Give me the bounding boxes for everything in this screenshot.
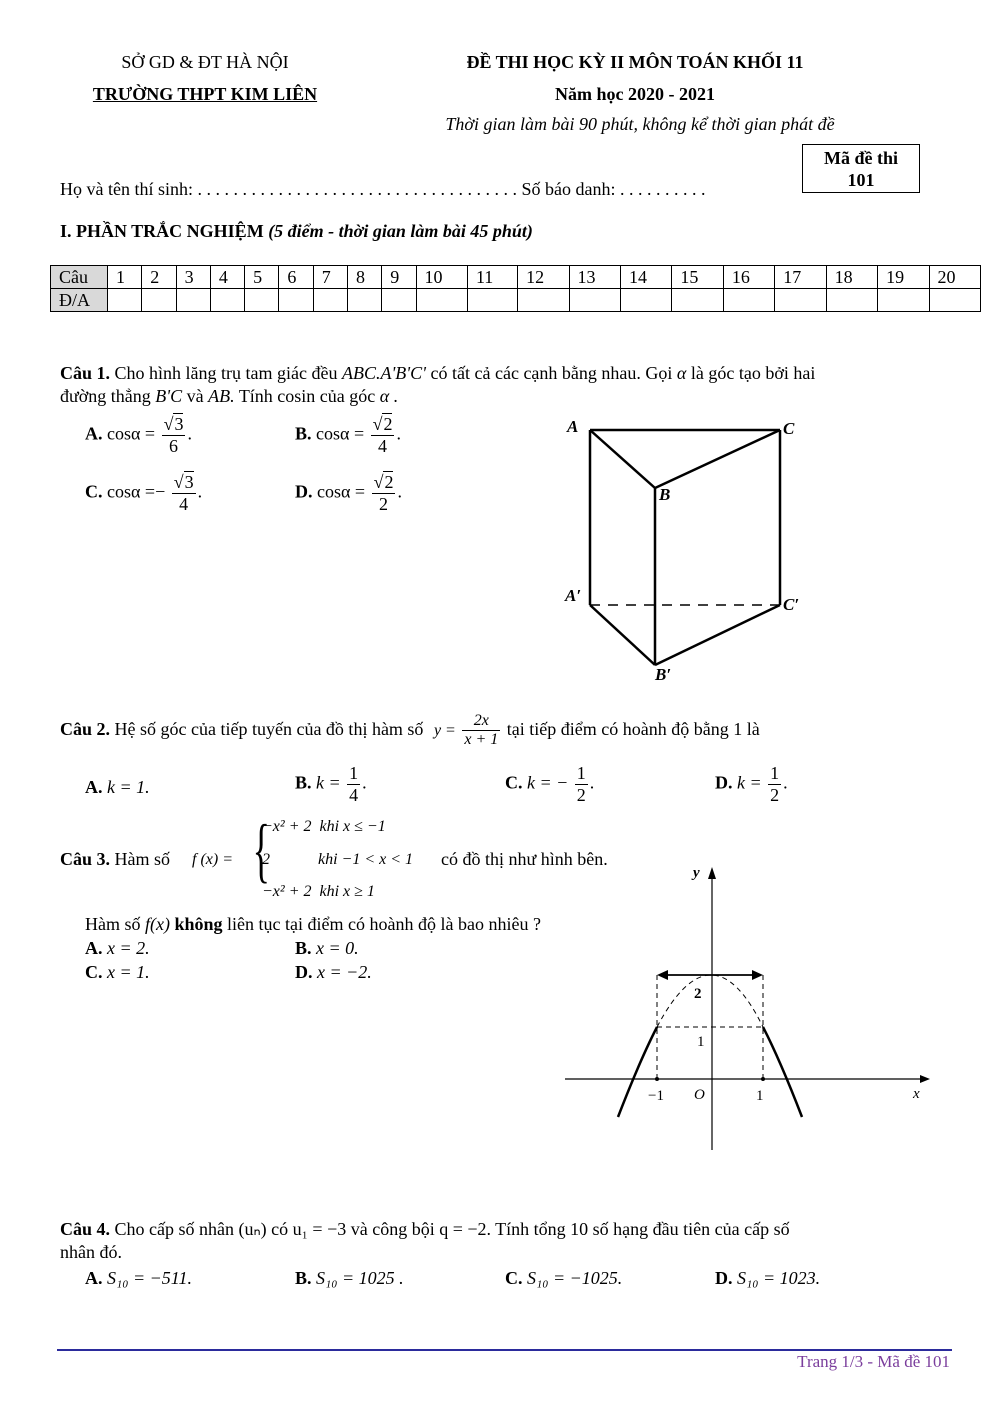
vertex-a-prime-label: A′ — [565, 586, 582, 605]
answer-table-question-number: 8 — [347, 266, 381, 289]
option-lhs: k = — [737, 772, 762, 793]
page-footer: Trang 1/3 - Mã đề 101 — [797, 1352, 950, 1371]
exam-code-label: Mã đề thi — [824, 148, 898, 168]
question-text: có tất cả các cạnh bằng nhau. Gọi — [430, 363, 673, 383]
student-info-line: Họ và tên thí sinh: . . . . . . . . . . . . . . . . . . . . . . . . . . . . . . . . . . . . Số báo danh: . . . . . . . . . . — [60, 179, 706, 199]
question-2-label: Câu 2. — [60, 719, 111, 740]
answer-table-row-header: Câu — [51, 266, 108, 289]
fraction-denominator: 2 — [379, 493, 389, 514]
department-name: SỞ GD & ĐT HÀ NỘI — [121, 52, 289, 72]
answer-cell[interactable] — [723, 289, 774, 312]
fraction: $\frac{√2}{2}$ — [373, 472, 394, 514]
question-text: Hàm số — [114, 849, 171, 869]
question-text: là góc tạo bởi hai — [690, 363, 816, 383]
question-1-option-a[interactable]: A. cosα = $\frac{√3}{6}$ . — [85, 414, 192, 456]
question-text: Cho cấp số nhân (uₙ) có u₁ = −3 và công bội q = −2. Tính tổng 10 số hạng đầu tiên của cấp số — [114, 1219, 790, 1239]
answer-table-question-number: 4 — [210, 266, 244, 289]
question-3-option-b[interactable] — [295, 938, 359, 959]
option-value: k = 1. — [107, 777, 150, 797]
option-value: S₁₀ = −1025. — [527, 1268, 623, 1288]
answer-table-question-number: 12 — [518, 266, 569, 289]
answer-table-question-number: 3 — [176, 266, 210, 289]
section-title — [60, 221, 533, 242]
question-4-label: Câu 4. — [60, 1219, 111, 1239]
option-label: D. — [715, 1268, 733, 1288]
option-value: S₁₀ = 1023. — [737, 1268, 821, 1288]
math-expr: ABC.A'B'C' — [341, 363, 427, 383]
fraction — [768, 763, 781, 805]
question-3-text: có đồ thị như hình bên. — [441, 849, 608, 869]
question-2-line — [60, 712, 760, 750]
answer-cell[interactable] — [467, 289, 517, 312]
option-label: B. — [295, 423, 312, 444]
question-1-line1 — [60, 363, 960, 384]
option-label: D. — [715, 772, 733, 793]
question-3-option-a[interactable] — [85, 938, 150, 959]
fraction — [347, 763, 360, 805]
piecewise-case-1: −x² + 2 khi x ≤ −1 — [262, 818, 386, 835]
fraction-numerator: 2x — [462, 712, 500, 731]
question-1-label: Câu 1. — [60, 363, 111, 383]
question-4-option-b[interactable] — [295, 1268, 404, 1289]
option-lhs: cosα = — [316, 423, 365, 444]
question-2-option-a[interactable] — [85, 777, 150, 798]
answer-table-question-number: 9 — [382, 266, 416, 289]
vertex-b-prime-label: B′ — [655, 665, 672, 684]
option-label: A. — [85, 1268, 103, 1288]
origin-label: O — [694, 1087, 705, 1103]
answer-table-question-number: 20 — [929, 266, 981, 289]
vertex-b-label: B — [659, 485, 671, 504]
fraction-denominator: 4 — [179, 493, 189, 514]
option-lhs: cosα = — [107, 423, 156, 444]
answer-table-question-number: 19 — [878, 266, 929, 289]
question-4-option-a[interactable] — [85, 1268, 192, 1289]
question-4-option-c[interactable] — [505, 1268, 622, 1289]
math-expr: α . — [379, 386, 399, 406]
question-4-option-d[interactable] — [715, 1268, 820, 1289]
question-text: Hệ số góc của tiếp tuyến của đồ thị hàm số — [114, 719, 424, 740]
option-lhs: k = − — [527, 772, 569, 793]
option-label: B. — [295, 1268, 312, 1288]
function-graph — [560, 855, 940, 1155]
option-value: S₁₀ = 1025 . — [316, 1268, 404, 1288]
fraction — [462, 712, 500, 750]
fraction-numerator: 1 — [770, 763, 780, 783]
answer-table-question-number: 1 — [108, 266, 142, 289]
option-value: S₁₀ = −511. — [107, 1268, 192, 1288]
answer-cell[interactable] — [210, 289, 244, 312]
school-year: Năm học 2020 - 2021 — [555, 84, 715, 104]
option-label: A. — [85, 423, 103, 444]
fraction-denominator: x + 1 — [464, 731, 499, 749]
x-tick-1-label: 1 — [756, 1088, 764, 1104]
answer-cell[interactable] — [672, 289, 723, 312]
exam-code-box — [802, 144, 920, 193]
fraction: $\frac{√2}{4}$ — [372, 414, 393, 456]
question-text: Tính cosin của góc — [238, 386, 376, 406]
option-value: x = 0. — [316, 938, 359, 958]
piecewise-case-3: −x² + 2 khi x ≥ 1 — [262, 883, 375, 900]
answer-table-row-header: Đ/A — [51, 289, 108, 312]
answer-table-question-number: 14 — [620, 266, 671, 289]
math-expr: f(x) — [145, 914, 170, 934]
answer-table-question-number: 11 — [467, 266, 517, 289]
option-sign: − — [155, 481, 166, 502]
question-4-line1 — [60, 1219, 790, 1240]
prism-figure — [555, 410, 815, 685]
question-text: và — [186, 386, 204, 406]
answer-cell[interactable] — [142, 289, 176, 312]
option-label: A. — [85, 777, 103, 797]
fraction-denominator: 6 — [169, 435, 179, 456]
answer-table-question-number: 6 — [279, 266, 313, 289]
answer-cell[interactable] — [620, 289, 671, 312]
section-subtitle: (5 điểm - thời gian làm bài 45 phút) — [268, 221, 533, 241]
exam-title: ĐỀ THI HỌC KỲ II MÔN TOÁN KHỐI 11 — [466, 52, 804, 72]
question-1-option-c[interactable]: C. cosα =− $\frac{√3}{4}$ . — [85, 472, 203, 514]
answer-cell[interactable] — [518, 289, 569, 312]
question-text: đường thẳng — [60, 386, 151, 406]
answer-cell[interactable] — [313, 289, 347, 312]
exam-code-value: 101 — [847, 170, 875, 190]
option-label: C. — [505, 772, 523, 793]
fraction — [575, 763, 588, 805]
fraction-denominator: 4 — [349, 784, 359, 805]
question-2-option-d[interactable]: D. k = $\frac{1}{2}$ . — [715, 763, 788, 805]
option-label: B. — [295, 772, 312, 793]
y-tick-2-label: 2 — [694, 986, 702, 1002]
y-axis-label: y — [693, 865, 700, 881]
option-lhs: cosα = — [317, 481, 366, 502]
question-3-option-c[interactable] — [85, 962, 150, 983]
vertex-c-label: C — [783, 419, 795, 438]
answer-cell[interactable] — [878, 289, 929, 312]
question-3-prompt — [85, 914, 541, 935]
option-value: x = 2. — [107, 938, 150, 958]
option-lhs: k = — [316, 772, 341, 793]
question-4-line2: nhân đó. — [60, 1242, 122, 1262]
question-1-option-d[interactable]: D. cosα = $\frac{√2}{2}$ . — [295, 472, 402, 514]
math-expr: α — [676, 363, 687, 383]
answer-cell[interactable] — [176, 289, 210, 312]
school-name: TRƯỜNG THPT KIM LIÊN — [92, 84, 318, 104]
answer-table-question-number: 13 — [569, 266, 620, 289]
option-label: C. — [85, 962, 103, 982]
answer-table — [50, 265, 981, 312]
option-value: x = −2. — [317, 962, 372, 982]
option-lhs: cosα = — [107, 481, 156, 502]
footer-divider — [57, 1349, 952, 1351]
piecewise-lhs: f (x) = — [192, 851, 233, 868]
answer-cell[interactable] — [245, 289, 279, 312]
option-label: D. — [295, 481, 313, 502]
answer-cell[interactable] — [826, 289, 877, 312]
piecewise-brace: { — [252, 810, 270, 890]
answer-cell[interactable] — [279, 289, 313, 312]
answer-table-question-number: 7 — [313, 266, 347, 289]
option-label: D. — [295, 962, 313, 982]
answer-cell[interactable] — [347, 289, 381, 312]
fraction-numerator: 2 — [383, 414, 393, 434]
answer-table-question-number: 18 — [826, 266, 877, 289]
question-3-intro — [60, 849, 170, 870]
piecewise-case-2: 2 khi −1 < x < 1 — [262, 851, 414, 868]
question-3-option-d[interactable] — [295, 962, 372, 983]
question-text: Hàm số — [85, 914, 141, 934]
fraction-numerator: 3 — [174, 414, 184, 434]
question-text: Cho hình lăng trụ tam giác đều — [114, 363, 338, 383]
vertex-c-prime-label: C′ — [783, 595, 800, 614]
fraction-numerator: 2 — [384, 472, 394, 492]
question-3-label: Câu 3. — [60, 849, 111, 869]
fraction-numerator: 1 — [576, 763, 586, 783]
answer-table-question-number: 10 — [416, 266, 467, 289]
question-2-option-c[interactable]: C. k = − $\frac{1}{2}$ . — [505, 763, 595, 805]
fraction-denominator: 2 — [770, 784, 780, 805]
question-text: tại tiếp điểm có hoành độ bằng 1 là — [506, 719, 760, 740]
section-title-text: I. PHẦN TRẮC NGHIỆM — [60, 221, 264, 241]
answer-cell[interactable] — [569, 289, 620, 312]
answer-cell[interactable] — [416, 289, 467, 312]
question-text: liên tục tại điểm có hoành độ là bao nhiêu ? — [227, 914, 541, 934]
question-1-line2 — [60, 386, 398, 407]
y-tick-1-label: 1 — [697, 1034, 705, 1050]
x-tick-minus-1-label: −1 — [648, 1088, 664, 1104]
fraction: $\frac{√3}{6}$ — [163, 414, 184, 456]
math-expr: B'C — [155, 386, 183, 406]
answer-table-question-row — [51, 266, 981, 289]
vertex-a-label: A — [567, 417, 579, 436]
answer-cell[interactable] — [929, 289, 981, 312]
option-label: C. — [85, 481, 103, 502]
answer-cell[interactable] — [382, 289, 416, 312]
math-expr: y = — [433, 722, 456, 740]
fraction-numerator: 1 — [349, 763, 359, 783]
fraction-denominator: 4 — [378, 435, 388, 456]
answer-cell[interactable] — [108, 289, 142, 312]
option-label: C. — [505, 1268, 523, 1288]
answer-table-answer-row — [51, 289, 981, 312]
x-axis-label: x — [913, 1086, 920, 1102]
question-2-option-b[interactable]: B. k = $\frac{1}{4}$ . — [295, 763, 367, 805]
question-1-option-b[interactable]: B. cosα = $\frac{√2}{4}$ . — [295, 414, 401, 456]
emphasis: không — [174, 914, 223, 934]
answer-table-question-number: 2 — [142, 266, 176, 289]
fraction-denominator: 2 — [576, 784, 586, 805]
math-expr: AB. — [208, 386, 235, 406]
fraction: $\frac{√3}{4}$ — [173, 472, 194, 514]
fraction-numerator: 3 — [184, 472, 194, 492]
answer-table-question-number: 5 — [245, 266, 279, 289]
option-label: B. — [295, 938, 312, 958]
option-label: A. — [85, 938, 103, 958]
time-note: Thời gian làm bài 90 phút, không kể thời gian phát đề — [445, 114, 835, 134]
answer-cell[interactable] — [775, 289, 826, 312]
answer-table-question-number: 15 — [672, 266, 723, 289]
answer-table-question-number: 17 — [775, 266, 826, 289]
option-value: x = 1. — [107, 962, 150, 982]
answer-table-question-number: 16 — [723, 266, 774, 289]
